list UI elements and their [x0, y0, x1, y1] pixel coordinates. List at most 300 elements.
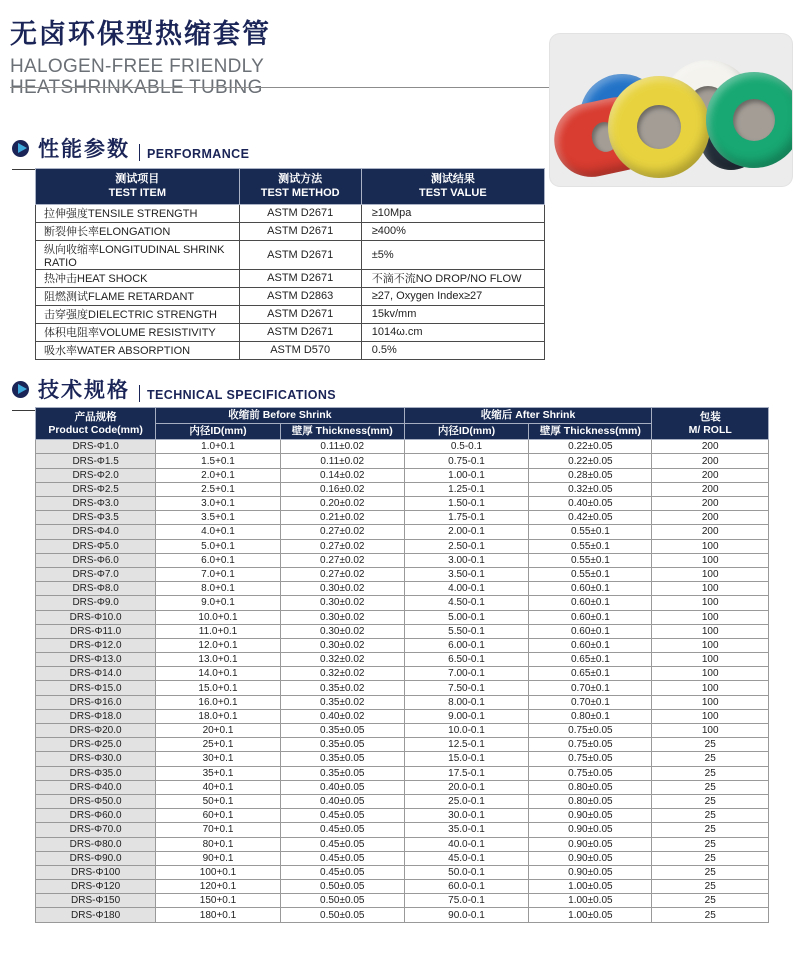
table-cell: 7.0+0.1: [156, 567, 281, 581]
table-cell: 0.11±0.02: [280, 440, 404, 454]
table-cell: DRS-Φ10.0: [36, 610, 156, 624]
table-cell: 14.0+0.1: [156, 667, 281, 681]
section-heading-specifications: [12, 374, 346, 411]
table-cell: 35.0-0.1: [404, 823, 529, 837]
table-row: [36, 582, 769, 596]
table-cell: ASTM D2671: [239, 323, 361, 341]
table-cell: 100+0.1: [156, 865, 281, 879]
table-cell: 0.11±0.02: [280, 454, 404, 468]
column-header-id-after: 内径ID(mm): [404, 424, 529, 440]
table-cell: 0.45±0.05: [280, 851, 404, 865]
table-cell: 1.50-0.1: [404, 497, 529, 511]
table-cell: 8.00-0.1: [404, 695, 529, 709]
table-cell: 1.00±0.05: [529, 908, 652, 922]
performance-table-body: [36, 204, 545, 359]
table-cell: ASTM D2671: [239, 204, 361, 222]
table-row: [36, 624, 769, 638]
table-cell: 0.32±0.02: [280, 667, 404, 681]
table-cell: 5.0+0.1: [156, 539, 281, 553]
table-row: [36, 851, 769, 865]
table-cell: 2.50-0.1: [404, 539, 529, 553]
table-cell: 4.0+0.1: [156, 525, 281, 539]
table-cell: 50.0-0.1: [404, 865, 529, 879]
table-row: [36, 667, 769, 681]
table-cell: 45.0-0.1: [404, 851, 529, 865]
table-cell: 60+0.1: [156, 809, 281, 823]
table-cell: 0.16±0.02: [280, 482, 404, 496]
table-cell: ASTM D2671: [239, 269, 361, 287]
table-cell: 0.35±0.05: [280, 738, 404, 752]
page-title: 无卤环保型热缩套管: [10, 19, 271, 49]
table-cell: DRS-Φ2.5: [36, 482, 156, 496]
table-cell: 100: [652, 681, 769, 695]
table-cell: 6.50-0.1: [404, 653, 529, 667]
table-cell: 拉伸强度TENSILE STRENGTH: [36, 204, 240, 222]
table-cell: 阻燃测试FLAME RETARDANT: [36, 287, 240, 305]
table-cell: 0.35±0.05: [280, 724, 404, 738]
table-cell: 5.50-0.1: [404, 624, 529, 638]
table-cell: 9.0+0.1: [156, 596, 281, 610]
table-cell: 25: [652, 780, 769, 794]
column-header-test-value: 测试结果 TEST VALUE: [361, 169, 544, 205]
table-cell: 0.35±0.05: [280, 766, 404, 780]
table-cell: 12.0+0.1: [156, 638, 281, 652]
table-cell: 100: [652, 539, 769, 553]
table-cell: 4.00-0.1: [404, 582, 529, 596]
table-cell: DRS-Φ3.0: [36, 497, 156, 511]
heading-separator: [139, 144, 140, 161]
table-cell: DRS-Φ15.0: [36, 681, 156, 695]
table-row: [36, 440, 769, 454]
table-cell: 180+0.1: [156, 908, 281, 922]
table-cell: 1.5+0.1: [156, 454, 281, 468]
specifications-table: [35, 407, 769, 923]
table-cell: 0.30±0.02: [280, 638, 404, 652]
table-cell: 1.0+0.1: [156, 440, 281, 454]
table-cell: 70+0.1: [156, 823, 281, 837]
group-header-before-shrink: 收缩前 Before Shrink: [156, 408, 404, 424]
specifications-table-body: [36, 440, 769, 922]
table-cell: 120+0.1: [156, 880, 281, 894]
table-cell: DRS-Φ70.0: [36, 823, 156, 837]
roll-core: [637, 105, 682, 150]
table-cell: 体积电阻率VOLUME RESISTIVITY: [36, 323, 240, 341]
table-cell: DRS-Φ11.0: [36, 624, 156, 638]
table-cell: 2.5+0.1: [156, 482, 281, 496]
table-cell: 纵向收缩率LONGITUDINAL SHRINK RATIO: [36, 240, 240, 269]
table-cell: 0.32±0.05: [529, 482, 652, 496]
table-row: [36, 794, 769, 808]
header: [10, 12, 271, 99]
table-cell: 0.55±0.1: [529, 553, 652, 567]
table-cell: DRS-Φ13.0: [36, 653, 156, 667]
table-cell: 200: [652, 525, 769, 539]
table-cell: 击穿强度DIELECTRIC STRENGTH: [36, 305, 240, 323]
table-cell: 60.0-0.1: [404, 880, 529, 894]
table-cell: 1.00-0.1: [404, 468, 529, 482]
table-cell: 0.90±0.05: [529, 851, 652, 865]
table-row: [36, 468, 769, 482]
table-cell: 0.22±0.05: [529, 440, 652, 454]
table-cell: 50+0.1: [156, 794, 281, 808]
table-cell: 热冲击HEAT SHOCK: [36, 269, 240, 287]
table-row: [36, 240, 545, 269]
table-cell: 0.65±0.1: [529, 667, 652, 681]
table-cell: 0.90±0.05: [529, 865, 652, 879]
table-cell: 100: [652, 567, 769, 581]
table-cell: 12.5-0.1: [404, 738, 529, 752]
table-cell: DRS-Φ5.0: [36, 539, 156, 553]
table-cell: DRS-Φ16.0: [36, 695, 156, 709]
table-cell: 5.00-0.1: [404, 610, 529, 624]
table-cell: 10.0+0.1: [156, 610, 281, 624]
table-cell: DRS-Φ30.0: [36, 752, 156, 766]
table-cell: 25: [652, 794, 769, 808]
table-cell: 0.30±0.02: [280, 624, 404, 638]
table-row: [36, 894, 769, 908]
table-row: [36, 638, 769, 652]
table-cell: 0.42±0.05: [529, 511, 652, 525]
table-cell: ≥10Mpa: [361, 204, 544, 222]
table-cell: 75.0-0.1: [404, 894, 529, 908]
table-cell: 0.30±0.02: [280, 582, 404, 596]
column-header-test-method: 测试方法 TEST METHOD: [239, 169, 361, 205]
page-subtitle: [10, 56, 271, 99]
table-row: [36, 766, 769, 780]
table-cell: 100: [652, 695, 769, 709]
table-cell: DRS-Φ80.0: [36, 837, 156, 851]
table-cell: 0.90±0.05: [529, 809, 652, 823]
table-cell: 0.65±0.1: [529, 653, 652, 667]
subtitle-line-1: HALOGEN-FREE FRIENDLY: [10, 56, 265, 77]
table-row: [36, 204, 545, 222]
table-cell: 0.50±0.05: [280, 880, 404, 894]
table-cell: 100: [652, 638, 769, 652]
table-cell: 0.35±0.05: [280, 752, 404, 766]
table-cell: 0.80±0.05: [529, 780, 652, 794]
section-title-en: PERFORMANCE: [147, 147, 250, 161]
table-cell: 0.80±0.1: [529, 709, 652, 723]
table-cell: 100: [652, 653, 769, 667]
arrow-circle-icon: [12, 381, 29, 398]
table-cell: 20.0-0.1: [404, 780, 529, 794]
table-cell: ≥27, Oxygen Index≥27: [361, 287, 544, 305]
table-cell: ASTM D2671: [239, 240, 361, 269]
table-cell: 17.5-0.1: [404, 766, 529, 780]
table-cell: 40.0-0.1: [404, 837, 529, 851]
table-cell: 6.0+0.1: [156, 553, 281, 567]
table-cell: 0.22±0.05: [529, 454, 652, 468]
table-row: [36, 908, 769, 922]
table-cell: 7.00-0.1: [404, 667, 529, 681]
table-cell: ASTM D2671: [239, 305, 361, 323]
table-cell: 30+0.1: [156, 752, 281, 766]
column-header-roll: 包装 M/ ROLL: [652, 408, 769, 440]
table-cell: 断裂伸长率ELONGATION: [36, 222, 240, 240]
table-cell: DRS-Φ150: [36, 894, 156, 908]
table-cell: 100: [652, 624, 769, 638]
table-row: [36, 305, 545, 323]
table-cell: 25: [652, 865, 769, 879]
table-cell: 0.40±0.05: [280, 780, 404, 794]
table-cell: DRS-Φ8.0: [36, 582, 156, 596]
table-cell: 15kv/mm: [361, 305, 544, 323]
table-row: [36, 482, 769, 496]
table-cell: DRS-Φ14.0: [36, 667, 156, 681]
table-cell: 0.5%: [361, 341, 544, 359]
table-cell: DRS-Φ60.0: [36, 809, 156, 823]
table-row: [36, 341, 545, 359]
table-row: [36, 823, 769, 837]
arrow-circle-icon: [12, 140, 29, 157]
table-cell: 0.27±0.02: [280, 539, 404, 553]
table-cell: DRS-Φ1.5: [36, 454, 156, 468]
table-row: [36, 323, 545, 341]
table-cell: 0.45±0.05: [280, 865, 404, 879]
table-cell: 0.35±0.02: [280, 681, 404, 695]
table-cell: 0.80±0.05: [529, 794, 652, 808]
column-header-id-before: 内径ID(mm): [156, 424, 281, 440]
performance-table-header: [36, 169, 545, 205]
table-cell: 7.50-0.1: [404, 681, 529, 695]
table-cell: DRS-Φ20.0: [36, 724, 156, 738]
table-row: [36, 511, 769, 525]
table-row: [36, 709, 769, 723]
table-cell: 0.40±0.02: [280, 709, 404, 723]
table-cell: DRS-Φ180: [36, 908, 156, 922]
table-cell: 11.0+0.1: [156, 624, 281, 638]
table-cell: 0.45±0.05: [280, 823, 404, 837]
table-cell: 0.75±0.05: [529, 766, 652, 780]
table-cell: 100: [652, 596, 769, 610]
table-cell: 25: [652, 837, 769, 851]
table-cell: 25: [652, 823, 769, 837]
table-cell: DRS-Φ90.0: [36, 851, 156, 865]
table-cell: 0.21±0.02: [280, 511, 404, 525]
table-cell: DRS-Φ100: [36, 865, 156, 879]
table-cell: 16.0+0.1: [156, 695, 281, 709]
subtitle-line-2: HEATSHRINKABLE TUBING: [10, 77, 263, 99]
table-cell: 0.60±0.1: [529, 582, 652, 596]
table-row: [36, 539, 769, 553]
table-row: [36, 497, 769, 511]
table-cell: 0.32±0.02: [280, 653, 404, 667]
table-cell: 0.55±0.1: [529, 567, 652, 581]
table-cell: DRS-Φ40.0: [36, 780, 156, 794]
table-row: [36, 610, 769, 624]
table-row: [36, 567, 769, 581]
table-cell: ASTM D570: [239, 341, 361, 359]
table-cell: 0.50±0.05: [280, 894, 404, 908]
table-cell: 100: [652, 667, 769, 681]
table-row: [36, 695, 769, 709]
table-cell: DRS-Φ9.0: [36, 596, 156, 610]
table-cell: 40+0.1: [156, 780, 281, 794]
table-cell: 100: [652, 709, 769, 723]
table-cell: 8.0+0.1: [156, 582, 281, 596]
section-title-cn: 性能参数: [38, 138, 130, 161]
table-cell: DRS-Φ1.0: [36, 440, 156, 454]
table-row: [36, 752, 769, 766]
table-cell: 3.50-0.1: [404, 567, 529, 581]
table-cell: 0.75±0.05: [529, 738, 652, 752]
table-cell: 2.00-0.1: [404, 525, 529, 539]
table-cell: 3.5+0.1: [156, 511, 281, 525]
table-row: [36, 222, 545, 240]
table-cell: 0.14±0.02: [280, 468, 404, 482]
table-cell: 0.55±0.1: [529, 525, 652, 539]
table-cell: 200: [652, 468, 769, 482]
table-row: [36, 780, 769, 794]
section-heading-performance: [12, 133, 259, 170]
table-cell: 0.60±0.1: [529, 610, 652, 624]
table-cell: 0.70±0.1: [529, 681, 652, 695]
group-header-after-shrink: 收缩后 After Shrink: [404, 408, 652, 424]
table-row: [36, 880, 769, 894]
table-cell: 0.45±0.05: [280, 809, 404, 823]
table-cell: 不滴不流NO DROP/NO FLOW: [361, 269, 544, 287]
table-cell: 25+0.1: [156, 738, 281, 752]
table-row: [36, 865, 769, 879]
table-cell: 25: [652, 851, 769, 865]
table-cell: 25: [652, 908, 769, 922]
table-cell: 0.55±0.1: [529, 539, 652, 553]
table-cell: 80+0.1: [156, 837, 281, 851]
table-cell: DRS-Φ2.0: [36, 468, 156, 482]
table-cell: 150+0.1: [156, 894, 281, 908]
table-cell: 200: [652, 511, 769, 525]
table-cell: 3.00-0.1: [404, 553, 529, 567]
table-row: [36, 287, 545, 305]
table-row: [36, 738, 769, 752]
table-cell: 2.0+0.1: [156, 468, 281, 482]
column-header-thickness-after: 壁厚 Thickness(mm): [529, 424, 652, 440]
table-row: [36, 809, 769, 823]
table-cell: DRS-Φ35.0: [36, 766, 156, 780]
table-cell: ≥400%: [361, 222, 544, 240]
table-cell: DRS-Φ4.0: [36, 525, 156, 539]
section-title-cn: 技术规格: [38, 379, 130, 402]
table-cell: 0.75±0.05: [529, 724, 652, 738]
section-title-en: TECHNICAL SPECIFICATIONS: [147, 388, 337, 402]
product-photo: [550, 34, 792, 186]
table-cell: 25: [652, 752, 769, 766]
table-cell: 1.75-0.1: [404, 511, 529, 525]
table-cell: 0.45±0.05: [280, 837, 404, 851]
specifications-table-header: [36, 408, 769, 440]
table-cell: 0.27±0.02: [280, 525, 404, 539]
table-cell: 0.90±0.05: [529, 823, 652, 837]
table-row: [36, 653, 769, 667]
table-cell: 0.70±0.1: [529, 695, 652, 709]
heading-separator: [139, 385, 140, 402]
table-row: [36, 724, 769, 738]
table-cell: 0.60±0.1: [529, 624, 652, 638]
table-cell: DRS-Φ12.0: [36, 638, 156, 652]
table-cell: 10.0-0.1: [404, 724, 529, 738]
table-cell: 1014ω.cm: [361, 323, 544, 341]
table-cell: 1.25-0.1: [404, 482, 529, 496]
tubing-roll-yellow: [608, 76, 710, 178]
table-cell: 9.00-0.1: [404, 709, 529, 723]
table-cell: 25: [652, 894, 769, 908]
table-cell: 90.0-0.1: [404, 908, 529, 922]
table-cell: 0.30±0.02: [280, 596, 404, 610]
table-cell: 0.75-0.1: [404, 454, 529, 468]
table-cell: 0.60±0.1: [529, 638, 652, 652]
table-row: [36, 596, 769, 610]
table-cell: ASTM D2671: [239, 222, 361, 240]
table-cell: 0.20±0.02: [280, 497, 404, 511]
table-row: [36, 681, 769, 695]
table-cell: DRS-Φ3.5: [36, 511, 156, 525]
table-cell: 15.0-0.1: [404, 752, 529, 766]
table-cell: DRS-Φ18.0: [36, 709, 156, 723]
table-cell: 25: [652, 880, 769, 894]
table-cell: DRS-Φ120: [36, 880, 156, 894]
table-cell: 1.00±0.05: [529, 894, 652, 908]
table-cell: 25.0-0.1: [404, 794, 529, 808]
table-row: [36, 553, 769, 567]
table-cell: ±5%: [361, 240, 544, 269]
table-cell: 100: [652, 553, 769, 567]
table-row: [36, 525, 769, 539]
table-row: [36, 269, 545, 287]
table-cell: 0.30±0.02: [280, 610, 404, 624]
performance-table: [35, 168, 545, 360]
table-cell: 25: [652, 766, 769, 780]
table-cell: 0.50±0.05: [280, 908, 404, 922]
table-cell: 3.0+0.1: [156, 497, 281, 511]
table-cell: 25: [652, 738, 769, 752]
table-row: [36, 837, 769, 851]
table-cell: 0.35±0.02: [280, 695, 404, 709]
roll-core: [733, 99, 775, 141]
table-cell: 18.0+0.1: [156, 709, 281, 723]
table-cell: 90+0.1: [156, 851, 281, 865]
table-cell: 200: [652, 497, 769, 511]
column-header-thickness-before: 壁厚 Thickness(mm): [280, 424, 404, 440]
table-cell: 0.5-0.1: [404, 440, 529, 454]
table-cell: 200: [652, 440, 769, 454]
table-cell: 200: [652, 482, 769, 496]
table-cell: 20+0.1: [156, 724, 281, 738]
table-cell: 0.27±0.02: [280, 567, 404, 581]
table-cell: 100: [652, 724, 769, 738]
table-cell: DRS-Φ25.0: [36, 738, 156, 752]
table-cell: 6.00-0.1: [404, 638, 529, 652]
table-cell: 35+0.1: [156, 766, 281, 780]
table-cell: 0.40±0.05: [280, 794, 404, 808]
table-cell: DRS-Φ7.0: [36, 567, 156, 581]
table-cell: 吸水率WATER ABSORPTION: [36, 341, 240, 359]
table-cell: 0.27±0.02: [280, 553, 404, 567]
table-cell: 200: [652, 454, 769, 468]
table-cell: 1.00±0.05: [529, 880, 652, 894]
table-cell: ASTM D2863: [239, 287, 361, 305]
table-cell: 0.40±0.05: [529, 497, 652, 511]
table-cell: 0.28±0.05: [529, 468, 652, 482]
column-header-test-item: 测试项目 TEST ITEM: [36, 169, 240, 205]
table-cell: 13.0+0.1: [156, 653, 281, 667]
table-cell: DRS-Φ50.0: [36, 794, 156, 808]
table-cell: 30.0-0.1: [404, 809, 529, 823]
table-cell: 4.50-0.1: [404, 596, 529, 610]
table-row: [36, 454, 769, 468]
table-cell: 25: [652, 809, 769, 823]
table-cell: 100: [652, 610, 769, 624]
table-cell: 0.90±0.05: [529, 837, 652, 851]
